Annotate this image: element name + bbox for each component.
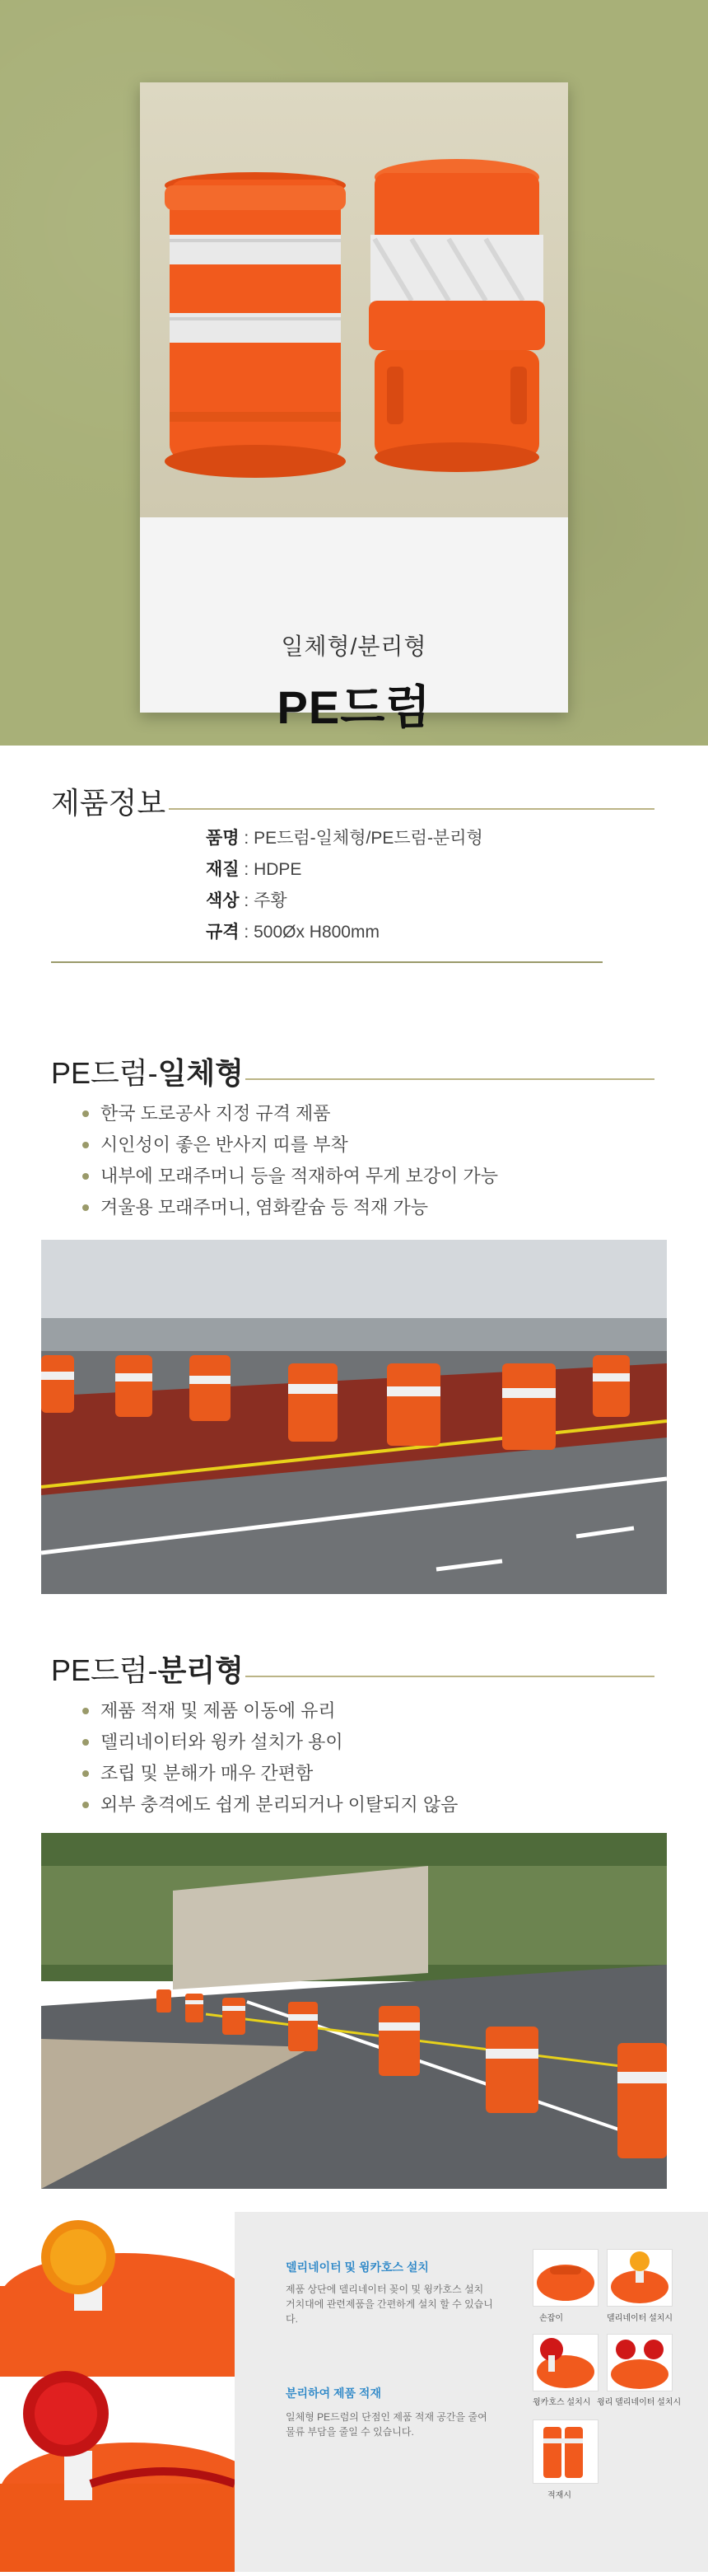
separated-drum-image (369, 159, 545, 472)
pe-drum-illustration (140, 82, 568, 517)
thumb-delineator-image (607, 2249, 673, 2307)
integrated-section (0, 984, 708, 1611)
integrated-title: PE드럼-일체형 (51, 1056, 244, 1090)
thumb-caption: 손잡이 (539, 2314, 563, 2323)
integrated-road-photo (41, 1240, 667, 1594)
list-item: 겨울용 모래주머니, 염화칼슘 등 적재 가능 (82, 1192, 498, 1223)
thumb-wingka-image (533, 2334, 599, 2391)
hero-banner (0, 0, 708, 746)
list-item: 제품 적재 및 제품 이동에 유리 (82, 1695, 458, 1727)
feature-heading-1: 델리네이터 및 윙카호스 설치 (286, 2260, 429, 2274)
list-item: 조립 및 분해가 매우 간편함 (82, 1758, 458, 1789)
feature-text-1: 제품 상단에 델리네이터 꽂이 및 윙카호스 설치 거치대에 관련제품을 간편하게 설치 할 수 있습니다. (286, 2284, 493, 2325)
product-name-label (140, 517, 568, 733)
thumb-caption: 적재시 (547, 2491, 571, 2500)
product-info-title: 제품정보 (51, 786, 166, 820)
divider-line (169, 808, 654, 810)
feature-text-2: 일체형 PE드럼의 단점인 제품 적재 공간을 줄여 물류 부담을 줄일 수 있습니다. (286, 2411, 487, 2438)
separated-title: PE드럼-분리형 (51, 1653, 244, 1687)
feature-detail-section (0, 2212, 708, 2572)
spec-item-name: 품명 : PE드럼-일체형/PE드럼-분리형 (206, 829, 483, 848)
divider-line (245, 1078, 654, 1080)
separated-road-photo (41, 1833, 667, 2189)
product-card (140, 82, 568, 733)
list-item: 한국 도로공사 지정 규격 제품 (82, 1098, 498, 1129)
separated-feature-list (82, 1695, 458, 1821)
thumb-double-delineator-image (607, 2334, 673, 2391)
list-item: 시인성이 좋은 반사지 띠를 부착 (82, 1129, 498, 1161)
feature-description-panel (235, 2212, 708, 2572)
thumb-caption: 델리네이터 설치시 (607, 2314, 673, 2323)
feature-heading-2: 분리하여 제품 적재 (286, 2387, 381, 2400)
thumb-caption: 윙리 델리네이터 설치시 (597, 2398, 682, 2407)
product-info-section (0, 746, 708, 984)
drum-product-photo (140, 82, 568, 517)
thumb-handle-image (533, 2249, 599, 2307)
integrated-drum-image (165, 172, 346, 478)
separated-section (0, 1611, 708, 2212)
list-item: 외부 충격에도 쉽게 분리되거나 이탈되지 않음 (82, 1789, 458, 1821)
product-title: PE드럼 (277, 681, 431, 733)
spec-item-color: 색상 : 주황 (206, 891, 287, 910)
list-item: 내부에 모래주머니 등을 적재하여 무게 보강이 가능 (82, 1161, 498, 1192)
thumb-caption: 윙카호스 설치시 (533, 2398, 591, 2407)
product-subtitle: 일체형/분리형 (281, 633, 427, 659)
spec-item-size: 규격 : 500Øx H800mm (206, 923, 380, 942)
drum-detail-photos (0, 2212, 235, 2572)
spec-item-material: 재질 : HDPE (206, 860, 302, 879)
divider-line (245, 1676, 654, 1677)
integrated-feature-list (82, 1098, 498, 1223)
list-item: 델리네이터와 윙카 설치가 용이 (82, 1727, 458, 1758)
divider-line (51, 961, 603, 963)
thumb-stacked-image (533, 2419, 599, 2484)
